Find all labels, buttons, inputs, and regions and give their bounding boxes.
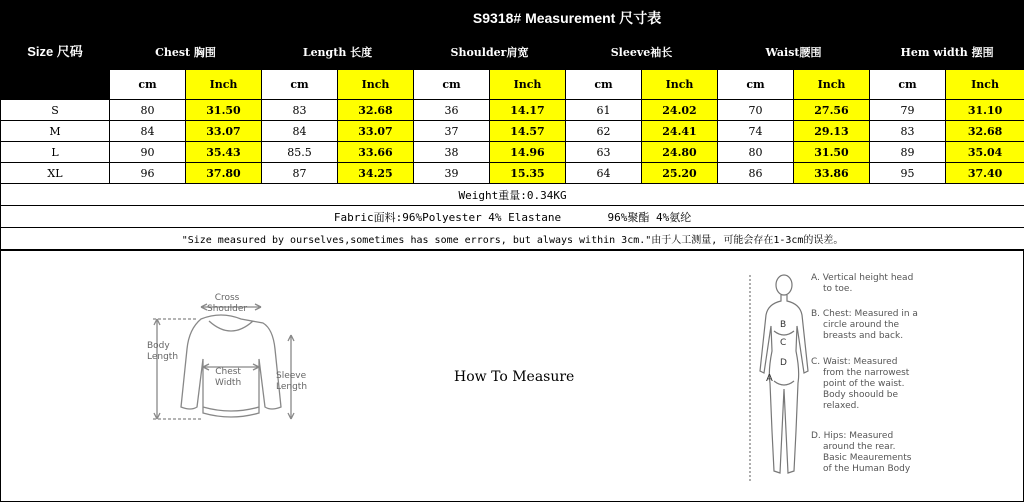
size-cell: M bbox=[1, 121, 110, 142]
table-title: S9318# Measurement 尺寸表 bbox=[110, 1, 1024, 35]
note-a: A. Vertical height head to toe. bbox=[811, 273, 913, 295]
unit-inch: Inch bbox=[338, 70, 414, 100]
cm-cell: 96 bbox=[110, 163, 186, 184]
cm-cell: 74 bbox=[718, 121, 794, 142]
col-waist: Waist腰围 bbox=[718, 35, 870, 70]
unit-inch: Inch bbox=[642, 70, 718, 100]
cm-cell: 70 bbox=[718, 100, 794, 121]
cm-cell: 89 bbox=[870, 142, 946, 163]
unit-cm: cm bbox=[110, 70, 186, 100]
letter-b: B bbox=[780, 320, 786, 330]
inch-cell: 24.02 bbox=[642, 100, 718, 121]
inch-cell: 35.04 bbox=[946, 142, 1024, 163]
sleeve-length-label: Sleeve Length bbox=[276, 371, 307, 393]
cm-cell: 37 bbox=[414, 121, 490, 142]
inch-cell: 24.80 bbox=[642, 142, 718, 163]
cross-shoulder-label: Cross Shoulder bbox=[207, 293, 247, 315]
col-sleeve: Sleeve袖长 bbox=[566, 35, 718, 70]
inch-cell: 33.07 bbox=[338, 121, 414, 142]
how-to-measure-title: How To Measure bbox=[454, 369, 574, 385]
cm-cell: 90 bbox=[110, 142, 186, 163]
table-row bbox=[1, 142, 1024, 163]
inch-cell: 32.68 bbox=[946, 121, 1024, 142]
cm-cell: 36 bbox=[414, 100, 490, 121]
cm-cell: 84 bbox=[262, 121, 338, 142]
inch-cell: 35.43 bbox=[186, 142, 262, 163]
inch-cell: 32.68 bbox=[338, 100, 414, 121]
unit-inch: Inch bbox=[794, 70, 870, 100]
letter-d: D bbox=[780, 358, 787, 368]
weight-row: Weight重量:0.34KG bbox=[1, 184, 1024, 206]
inch-cell: 14.17 bbox=[490, 100, 566, 121]
fabric-row: Fabric面料:96%Polyester 4% Elastane 96%聚酯 4%氨纶 bbox=[1, 206, 1024, 228]
cm-cell: 87 bbox=[262, 163, 338, 184]
body-length-label: Body Length bbox=[147, 341, 178, 363]
cm-cell: 39 bbox=[414, 163, 490, 184]
note-c: C. Waist: Measured from the narrowest point of the waist. Body shoould be relaxed. bbox=[811, 357, 909, 412]
inch-cell: 37.80 bbox=[186, 163, 262, 184]
col-shoulder: Shoulder肩宽 bbox=[414, 35, 566, 70]
note-d: D. Hips: Measured around the rear. Basic Meaurements of the Human Body bbox=[811, 431, 911, 475]
col-hem: Hem width 摆围 bbox=[870, 35, 1024, 70]
table-row bbox=[1, 121, 1024, 142]
unit-inch: Inch bbox=[946, 70, 1024, 100]
size-cell: L bbox=[1, 142, 110, 163]
cm-cell: 95 bbox=[870, 163, 946, 184]
cm-cell: 83 bbox=[262, 100, 338, 121]
unit-inch: Inch bbox=[186, 70, 262, 100]
inch-cell: 37.40 bbox=[946, 163, 1024, 184]
table-row bbox=[1, 163, 1024, 184]
unit-cm: cm bbox=[718, 70, 794, 100]
col-length: Length 长度 bbox=[262, 35, 414, 70]
unit-cm: cm bbox=[262, 70, 338, 100]
cm-cell: 85.5 bbox=[262, 142, 338, 163]
inch-cell: 33.66 bbox=[338, 142, 414, 163]
cm-cell: 61 bbox=[566, 100, 642, 121]
size-table bbox=[0, 0, 1024, 250]
how-to-measure-panel bbox=[0, 250, 1024, 502]
unit-cm: cm bbox=[414, 70, 490, 100]
inch-cell: 31.10 bbox=[946, 100, 1024, 121]
unit-cm: cm bbox=[870, 70, 946, 100]
inch-cell: 33.07 bbox=[186, 121, 262, 142]
inch-cell: 24.41 bbox=[642, 121, 718, 142]
cm-cell: 80 bbox=[110, 100, 186, 121]
disclaimer-row: "Size measured by ourselves,sometimes has some errors, but always within 3cm."由于人工测量, 可能会存在1-3cm的误差。 bbox=[1, 228, 1024, 250]
cm-cell: 84 bbox=[110, 121, 186, 142]
inch-cell: 34.25 bbox=[338, 163, 414, 184]
inch-cell: 14.57 bbox=[490, 121, 566, 142]
size-header: Size 尺码 bbox=[1, 1, 110, 100]
inch-cell: 27.56 bbox=[794, 100, 870, 121]
col-chest: Chest 胸围 bbox=[110, 35, 262, 70]
note-b: B. Chest: Measured in a circle around the breasts and back. bbox=[811, 309, 918, 342]
cm-cell: 64 bbox=[566, 163, 642, 184]
inch-cell: 31.50 bbox=[794, 142, 870, 163]
cm-cell: 63 bbox=[566, 142, 642, 163]
size-cell: S bbox=[1, 100, 110, 121]
inch-cell: 29.13 bbox=[794, 121, 870, 142]
cm-cell: 86 bbox=[718, 163, 794, 184]
inch-cell: 25.20 bbox=[642, 163, 718, 184]
body-figure bbox=[746, 271, 816, 496]
inch-cell: 31.50 bbox=[186, 100, 262, 121]
cm-cell: 79 bbox=[870, 100, 946, 121]
letter-c: C bbox=[780, 338, 786, 348]
inch-cell: 33.86 bbox=[794, 163, 870, 184]
letter-a: A bbox=[766, 373, 773, 384]
cm-cell: 38 bbox=[414, 142, 490, 163]
unit-cm: cm bbox=[566, 70, 642, 100]
unit-inch: Inch bbox=[490, 70, 566, 100]
size-cell: XL bbox=[1, 163, 110, 184]
inch-cell: 15.35 bbox=[490, 163, 566, 184]
table-row bbox=[1, 100, 1024, 121]
cm-cell: 80 bbox=[718, 142, 794, 163]
cm-cell: 83 bbox=[870, 121, 946, 142]
chest-width-label: Chest Width bbox=[215, 367, 241, 389]
cm-cell: 62 bbox=[566, 121, 642, 142]
inch-cell: 14.96 bbox=[490, 142, 566, 163]
